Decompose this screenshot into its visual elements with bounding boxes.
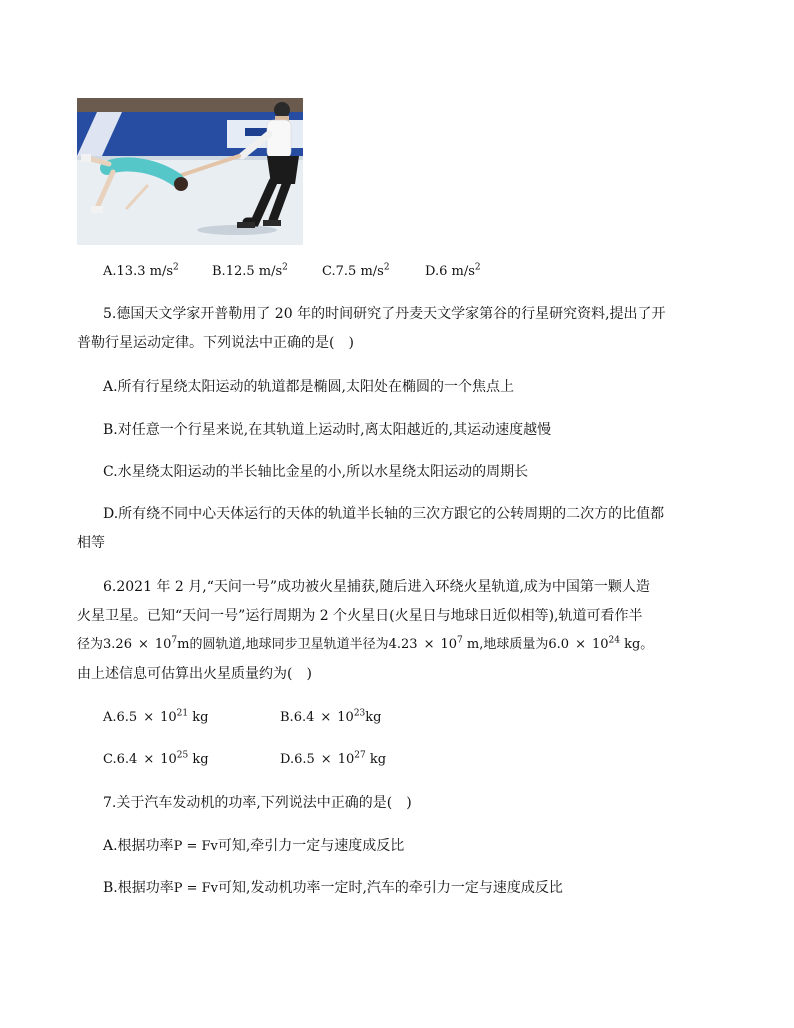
q6-stem-line-1: 6.2021 年 2 月,“天问一号”成功被火星捕获,随后进入环绕火星轨道,成为中国第一颗人造 [103,579,650,595]
q7-option-a: A.根据功率P = Fv可知,牵引力一定与速度成反比 [103,838,405,854]
q5-option-a: A.所有行星绕太阳运动的轨道都是椭圆,太阳处在椭圆的一个焦点上 [103,379,515,395]
q7-stem: 7.关于汽车发动机的功率,下列说法中正确的是( ) [103,795,412,811]
figure-skating-photo [77,98,303,245]
q6-stem-line-4: 由上述信息可估算出火星质量约为( ) [77,666,312,682]
q5-option-c: C.水星绕太阳运动的半长轴比金星的小,所以水星绕太阳运动的周期长 [103,464,529,480]
figure-skating-illustration [77,98,303,245]
q5-option-b: B.对任意一个行星来说,在其轨道上运动时,离太阳越近的,其运动速度越慢 [103,422,552,438]
q6-option-a: $A.6.5 \times 10^{21}$ kg [103,708,209,725]
q4-option-d: D.6 $m/s^2$ [425,262,481,279]
q6-stem-line-3: 径为$3.26 \times 10^7m$的圆轨道,地球同步卫星轨道半径为$4.23 \times 10^7$ m,地球质量为$6.0 \times 10^{24}$ kg。 [77,635,654,652]
q6-option-c: $C.6.4 \times 10^{25}$ kg [103,750,209,767]
q6-option-d: $D.6.5 \times 10^{27}$ kg [280,750,387,767]
q5-stem-line-1: 5.德国天文学家开普勒用了 20 年的时间研究了丹麦天文学家第谷的行星研究资料,提出了开 [103,306,666,322]
q5-option-d-line-2: 相等 [77,535,105,551]
q5-option-d-line-1: D.所有绕不同中心天体运行的天体的轨道半长轴的三次方跟它的公转周期的二次方的比值都 [103,506,665,522]
q4-option-b: B.12.5 $m/s^2$ [212,262,288,279]
q4-option-c: C.7.5 $m/s^2$ [322,262,390,279]
q6-option-b: $B.6.4 \times 10^{23}kg$ [280,708,382,725]
q6-stem-line-2: 火星卫星。已知“天问一号”运行周期为 2 个火星日(火星日与地球日近似相等),轨道可看作半 [77,608,643,624]
q5-stem-line-2: 普勒行星运动定律。下列说法中正确的是( ) [77,335,354,351]
q7-option-b: B.根据功率P = Fv可知,发动机功率一定时,汽车的牵引力一定与速度成反比 [103,880,563,896]
q4-option-a: A.13.3 $m/s^2$ [103,262,179,279]
